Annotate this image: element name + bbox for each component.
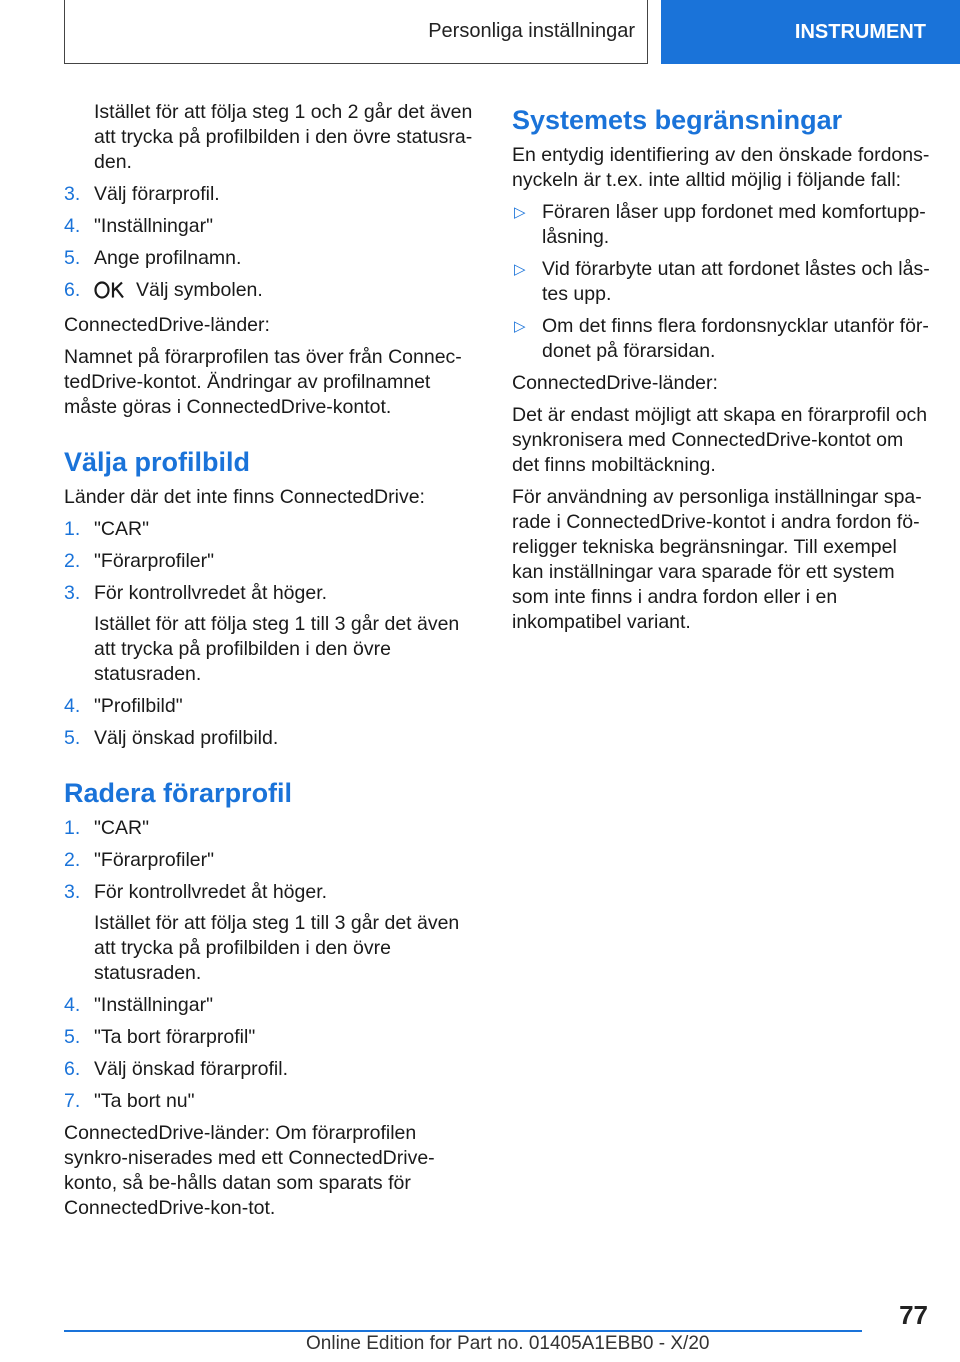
footer-divider bbox=[64, 1330, 862, 1332]
triangle-bullet-icon: ▷ bbox=[514, 318, 526, 335]
right-column bbox=[512, 100, 932, 642]
header-chapter-title: INSTRUMENT bbox=[794, 20, 926, 43]
bullet-text: Vid förarbyte utan att fordonet låstes och lås-tes upp. bbox=[542, 258, 930, 305]
list-item bbox=[64, 182, 480, 207]
section-outro: ConnectedDrive-länder: Om förarprofilen synkro-niserades med ett ConnectedDrive-konto, så be-hålls datan som sparats för ConnectedDrive-kon-tot. bbox=[64, 1122, 435, 1219]
step-text: Välj symbolen. bbox=[136, 279, 263, 301]
list-item bbox=[512, 257, 932, 307]
intro-continued: Istället för att följa steg 1 och 2 går det även att trycka på profilbilden i den övre statusra-den. bbox=[94, 101, 473, 173]
step-number: 2. bbox=[64, 550, 81, 572]
list-item bbox=[64, 694, 480, 719]
cd-text: Namnet på förarprofilen tas över från Connec-tedDrive-kontot. Ändringar av profilnamnet måste göras i ConnectedDrive-kontot. bbox=[64, 346, 462, 418]
step-number: 5. bbox=[64, 247, 81, 269]
final-paragraph: För användning av personliga inställningar spa-rade i ConnectedDrive-kontot i andra fordon fö-religger tekniska begränsningar. Till exempel kan inställningar vara sparade för ett system som inte finns i andra fordon eller i en inkompatibel variant. bbox=[512, 486, 922, 633]
list-item bbox=[64, 278, 480, 306]
list-item bbox=[64, 848, 480, 873]
step-text: Välj förarprofil. bbox=[94, 183, 220, 205]
step-text: För kontrollvredet åt höger. bbox=[94, 582, 328, 604]
cd-text: Det är endast möjligt att skapa en förarprofil och synkronisera med ConnectedDrive-kontot om det finns mobiltäckning. bbox=[512, 404, 928, 476]
ok-icon bbox=[94, 281, 126, 306]
step-number: 5. bbox=[64, 1026, 81, 1048]
list-item bbox=[512, 200, 932, 250]
triangle-bullet-icon: ▷ bbox=[514, 261, 526, 278]
step-number: 3. bbox=[64, 881, 81, 903]
list-item bbox=[64, 1089, 480, 1114]
step-number: 1. bbox=[64, 817, 81, 839]
list-item bbox=[64, 581, 480, 687]
header-section-title: Personliga inställningar bbox=[428, 20, 635, 42]
triangle-bullet-icon: ▷ bbox=[514, 204, 526, 221]
cd-label: ConnectedDrive-länder: bbox=[512, 372, 718, 394]
list-item bbox=[64, 1025, 480, 1050]
limitations-list bbox=[512, 200, 932, 364]
step-text: "Inställningar" bbox=[94, 215, 213, 237]
step-text: "CAR" bbox=[94, 817, 150, 839]
bullet-text: Föraren låser upp fordonet med komfortupp-låsning. bbox=[542, 201, 926, 248]
page-number: 77 bbox=[899, 1300, 928, 1330]
step-text: "Ta bort nu" bbox=[94, 1090, 195, 1112]
step-text: "Inställningar" bbox=[94, 994, 213, 1016]
list-item bbox=[512, 314, 932, 364]
step-number: 6. bbox=[64, 1058, 81, 1080]
step-text: "CAR" bbox=[94, 518, 150, 540]
section-title-profile-picture: Välja profilbild bbox=[64, 447, 251, 477]
list-item bbox=[64, 246, 480, 271]
left-column bbox=[64, 100, 480, 1228]
step-number: 1. bbox=[64, 518, 81, 540]
step-number: 6. bbox=[64, 279, 81, 301]
list-item bbox=[64, 517, 480, 542]
cd-label: ConnectedDrive-länder: bbox=[64, 314, 270, 336]
section-title-limitations: Systemets begränsningar bbox=[512, 105, 843, 135]
step-text: För kontrollvredet åt höger. bbox=[94, 881, 328, 903]
step-number: 5. bbox=[64, 727, 81, 749]
step-number: 2. bbox=[64, 849, 81, 871]
step-number: 4. bbox=[64, 215, 81, 237]
list-item bbox=[64, 880, 480, 986]
list-item bbox=[64, 1057, 480, 1082]
list-item bbox=[64, 726, 480, 751]
step-subtext: Istället för att följa steg 1 till 3 går det även att trycka på profilbilden i den övre statusraden. bbox=[94, 912, 460, 984]
section-intro: Länder där det inte finns ConnectedDrive: bbox=[64, 486, 425, 508]
list-item bbox=[64, 214, 480, 239]
header-chapter-tab[interactable] bbox=[661, 0, 960, 64]
step-text: Ange profilnamn. bbox=[94, 247, 242, 269]
step-text: "Förarprofiler" bbox=[94, 550, 215, 572]
steps-delete-profile bbox=[64, 816, 480, 1114]
step-number: 7. bbox=[64, 1090, 81, 1112]
step-number: 3. bbox=[64, 183, 81, 205]
footer-edition: Online Edition for Part no. 01405A1EBB0 - X/20 bbox=[306, 1333, 710, 1354]
step-subtext: Istället för att följa steg 1 till 3 går det även att trycka på profilbilden i den övre statusraden. bbox=[94, 613, 460, 685]
step-text: Välj önskad förarprofil. bbox=[94, 1058, 289, 1080]
step-number: 4. bbox=[64, 695, 81, 717]
list-item bbox=[64, 549, 480, 574]
step-number: 4. bbox=[64, 994, 81, 1016]
step-text: "Profilbild" bbox=[94, 695, 183, 717]
step-text: "Ta bort förarprofil" bbox=[94, 1026, 256, 1048]
step-number: 3. bbox=[64, 582, 81, 604]
list-item bbox=[64, 816, 480, 841]
section-intro: En entydig identifiering av den önskade fordons-nyckeln är t.ex. inte alltid möjlig i följande fall: bbox=[512, 144, 930, 191]
list-item bbox=[64, 993, 480, 1018]
steps-a bbox=[64, 182, 480, 306]
step-text: "Förarprofiler" bbox=[94, 849, 215, 871]
bullet-text: Om det finns flera fordonsnycklar utanför för-donet på förarsidan. bbox=[542, 315, 929, 362]
step-text: Välj önskad profilbild. bbox=[94, 727, 279, 749]
header-section-tab[interactable] bbox=[64, 0, 648, 64]
section-title-delete-profile: Radera förarprofil bbox=[64, 778, 293, 808]
steps-profile-picture bbox=[64, 517, 480, 751]
